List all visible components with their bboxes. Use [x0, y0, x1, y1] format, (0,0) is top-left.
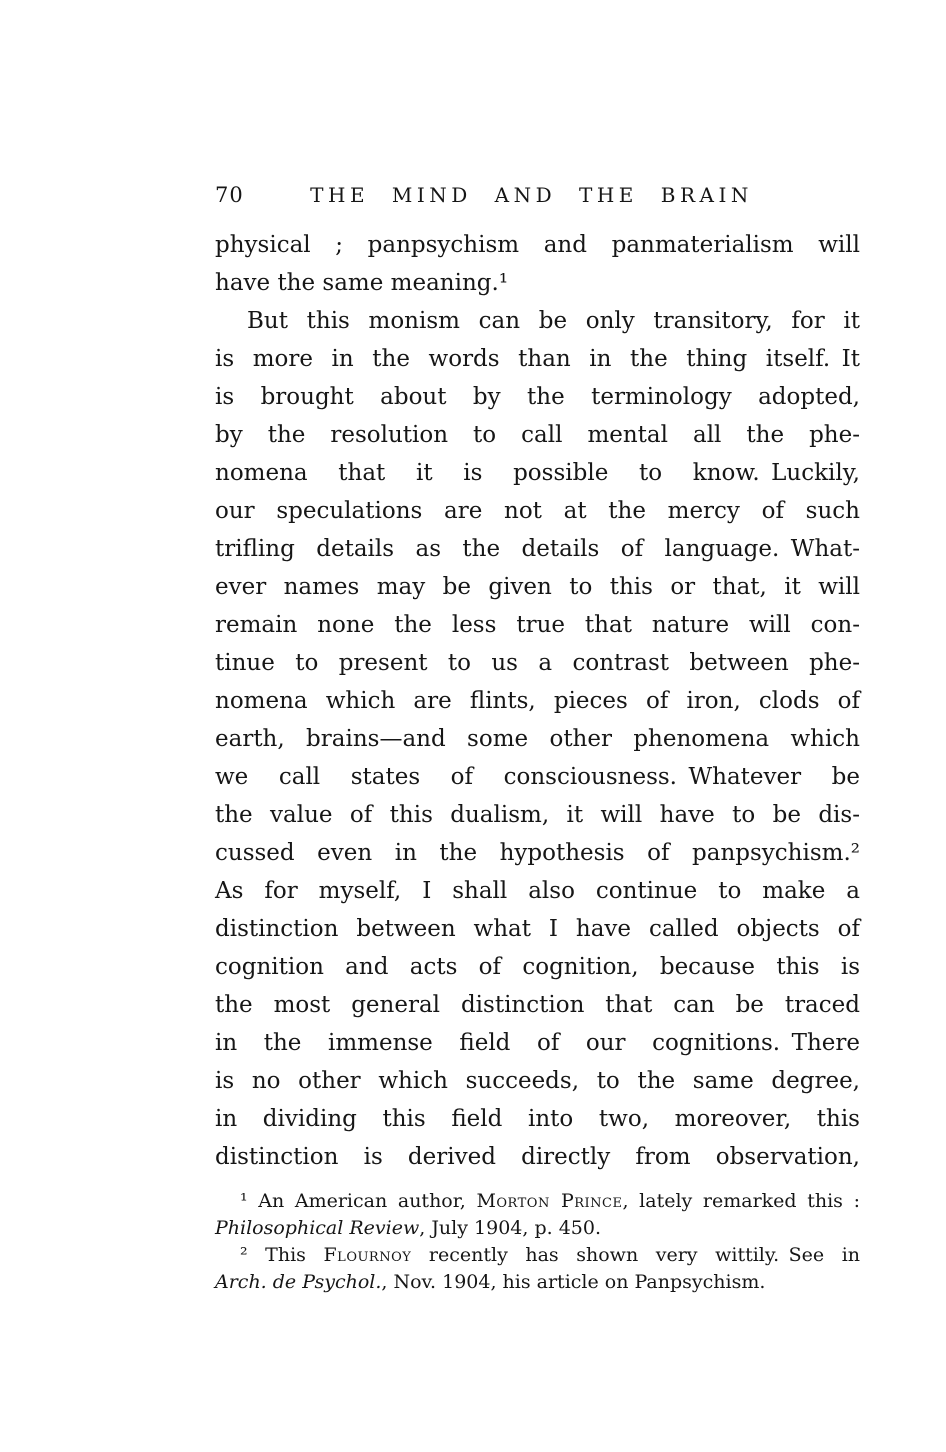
body-line: tinue to present to us a contrast between phe- [215, 650, 860, 676]
body-line: is brought about by the terminology adopted, [215, 384, 860, 410]
body-line: nomena which are flints, pieces of iron, clods of [215, 688, 860, 714]
body-line: the most general distinction that can be traced [215, 992, 860, 1018]
body-text [215, 226, 860, 1176]
body-line: distinction is derived directly from observation, [215, 1144, 860, 1170]
footnote-text: ² This [240, 1244, 324, 1266]
footnote-line [215, 1242, 860, 1269]
footnote-text: , lately remarked this : [622, 1190, 860, 1212]
body-line: we call states of consciousness. Whatever be [215, 764, 860, 790]
body-line: ever names may be given to this or that, it will [215, 574, 860, 600]
body-line: our speculations are not at the mercy of such [215, 498, 860, 524]
page-number: 70 [215, 183, 244, 207]
body-line: physical ; panpsychism and panmaterialism will [215, 232, 860, 258]
smallcaps-text: Flournoy [323, 1244, 412, 1266]
body-line: distinction between what I have called objects of [215, 916, 860, 942]
smallcaps-text: Morton Prince [476, 1190, 623, 1212]
footnote-line [215, 1269, 860, 1296]
body-line: is more in the words than in the thing itself. It [215, 346, 860, 372]
body-line: the value of this dualism, it will have to be dis- [215, 802, 860, 828]
footnotes [215, 1188, 860, 1296]
footnote-text: , July 1904, p. 450. [419, 1217, 601, 1239]
body-line: is no other which succeeds, to the same degree, [215, 1068, 860, 1094]
footnote-line [215, 1188, 860, 1215]
body-line: have the same meaning.¹ [215, 270, 509, 296]
footnote-text: , Nov. 1904, his article on Panpsychism. [381, 1271, 766, 1293]
page-header [215, 180, 860, 210]
footnote-text: recently has shown very wittily. See in [411, 1244, 861, 1266]
running-title: THE MIND AND THE BRAIN [310, 183, 753, 207]
footnote-text: ¹ An American author, [240, 1190, 477, 1212]
body-line: in dividing this field into two, moreover, this [215, 1106, 860, 1132]
body-line: nomena that it is possible to know. Luckily, [215, 460, 860, 486]
italic-text: Philosophical Review [215, 1217, 420, 1239]
body-line: cussed even in the hypothesis of panpsychism.² [215, 840, 860, 866]
body-line: in the immense field of our cognitions. There [215, 1030, 860, 1056]
body-line: As for myself, I shall also continue to make a [215, 878, 860, 904]
body-line: cognition and acts of cognition, because this is [215, 954, 860, 980]
body-line: by the resolution to call mental all the phe- [215, 422, 860, 448]
body-line: earth, brains—and some other phenomena which [215, 726, 860, 752]
body-line: trifling details as the details of language. What- [215, 536, 860, 562]
footnote-line [215, 1215, 860, 1242]
body-line: But this monism can be only transitory, for it [247, 308, 860, 334]
italic-text: Arch. de Psychol. [215, 1271, 382, 1293]
body-line: remain none the less true that nature will con- [215, 612, 860, 638]
